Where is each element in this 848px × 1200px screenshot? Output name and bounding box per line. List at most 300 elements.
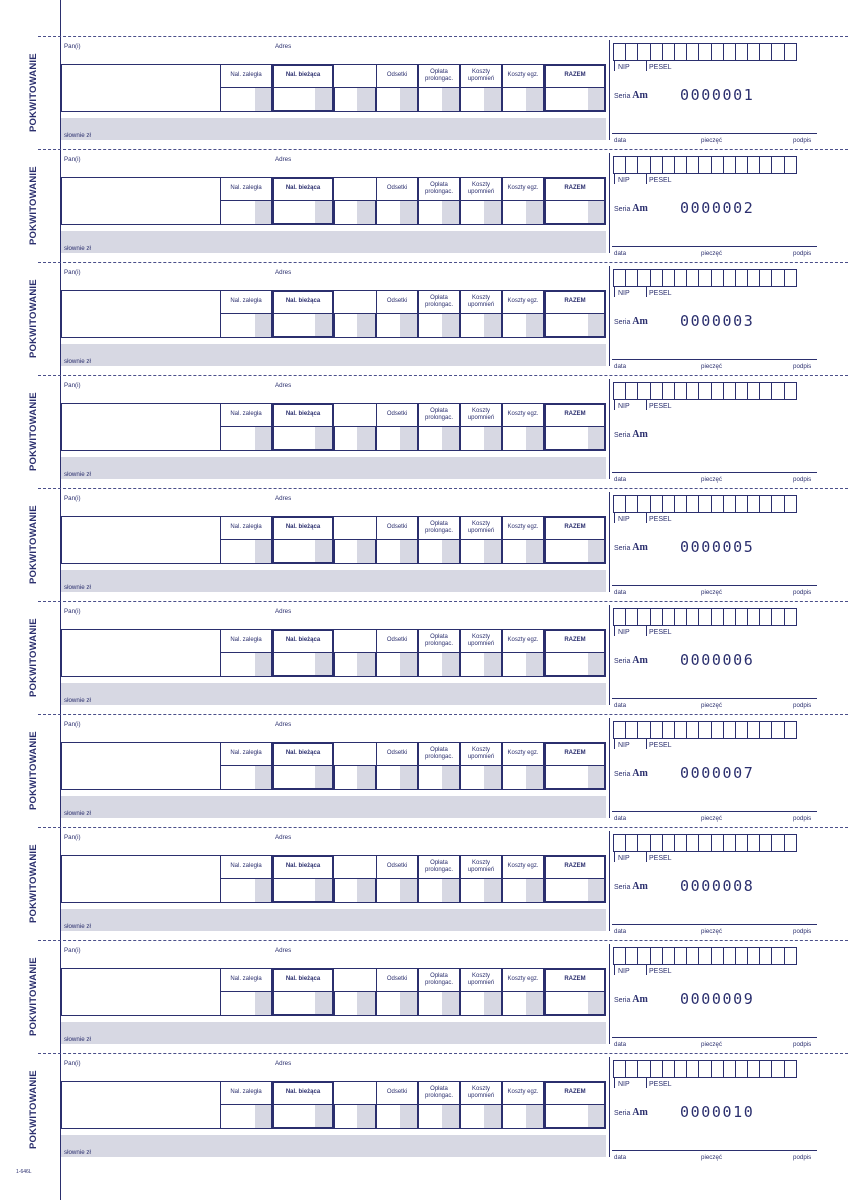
podpis-label: podpis <box>793 589 812 596</box>
slownie-label: słownie zł <box>64 132 91 139</box>
oplata-header-line2: prolongac. <box>424 188 454 195</box>
pieczec-label: pieczęć <box>701 137 722 144</box>
pan-label: Pan(i) <box>64 608 81 615</box>
slownie-label: słownie zł <box>64 471 91 478</box>
pan-label: Pan(i) <box>64 947 81 954</box>
koszty-header-line1: Koszty <box>471 182 490 188</box>
shade-cell <box>484 652 501 676</box>
shade-cell <box>357 991 375 1015</box>
koszty-header-line2: upomnień <box>467 527 495 534</box>
divider-rule <box>609 379 610 479</box>
shade-cell <box>400 87 417 111</box>
seria-code: Am <box>632 203 648 214</box>
razem-header: RAZEM <box>564 750 586 757</box>
koszty-header <box>460 290 502 313</box>
razem-header: RAZEM <box>564 185 586 192</box>
shade-cell <box>315 539 332 562</box>
shade-cell <box>357 426 375 450</box>
shade-cell <box>315 426 332 449</box>
pan-label: Pan(i) <box>64 382 81 389</box>
id-digit-cell[interactable] <box>784 269 797 287</box>
adres-label: Adres <box>275 156 292 163</box>
side-label: POKWITOWANIE <box>28 505 39 584</box>
koszty-header-line2: upomnień <box>467 188 495 195</box>
slownie-field[interactable] <box>61 570 606 592</box>
side-label: POKWITOWANIE <box>28 844 39 923</box>
slownie-field[interactable] <box>61 457 606 479</box>
slownie-field[interactable] <box>61 231 606 253</box>
id-number-cells[interactable] <box>613 608 796 626</box>
side-label: POKWITOWANIE <box>28 618 39 697</box>
divider-rule <box>609 605 610 705</box>
koszty-header-line1: Koszty <box>471 747 490 753</box>
nal-biezaca-header: Nal. bieżąca <box>285 637 321 644</box>
shade-cell <box>526 1104 543 1128</box>
podpis-label: podpis <box>793 476 812 483</box>
table-row-divider <box>220 539 606 540</box>
seria-text: Seria <box>614 319 631 326</box>
nip-tick <box>614 61 615 71</box>
seria-text: Seria <box>614 545 631 552</box>
odsetki-header: Odsetki <box>386 524 408 531</box>
oplata-header-line1: Opłata <box>430 295 448 301</box>
koszty-header-line2: upomnień <box>467 301 495 308</box>
id-digit-cell[interactable] <box>784 156 797 174</box>
id-number-cells[interactable] <box>613 834 796 852</box>
adres-label: Adres <box>275 1060 292 1067</box>
nal-zalegla-header: Nal. zaległa <box>230 637 262 644</box>
nip-label: NIP <box>618 855 630 862</box>
id-digit-cell[interactable] <box>784 495 797 513</box>
oplata-header-line2: prolongac. <box>424 866 454 873</box>
shade-cell <box>526 426 543 450</box>
pesel-label: PESEL <box>649 177 672 184</box>
nip-label: NIP <box>618 629 630 636</box>
cut-line <box>38 262 848 263</box>
receipt-stub <box>0 940 848 1053</box>
table-row-divider <box>220 87 606 88</box>
slownie-field[interactable] <box>61 344 606 366</box>
shade-cell <box>484 313 501 337</box>
seria-code: Am <box>632 881 648 892</box>
shade-cell <box>400 200 417 224</box>
side-label: POKWITOWANIE <box>28 731 39 810</box>
divider-rule <box>609 944 610 1044</box>
pieczec-label: pieczęć <box>701 1154 722 1161</box>
slownie-label: słownie zł <box>64 1149 91 1156</box>
shade-cell <box>484 87 501 111</box>
data-label: data <box>614 476 627 483</box>
shade-cell <box>315 991 332 1014</box>
cut-line <box>38 827 848 828</box>
pieczec-label: pieczęć <box>701 1041 722 1048</box>
id-number-cells[interactable] <box>613 43 796 61</box>
koszty-header-line1: Koszty <box>471 408 490 414</box>
shade-cell <box>526 652 543 676</box>
oplata-header-line1: Opłata <box>430 408 448 414</box>
id-digit-cell[interactable] <box>784 43 797 61</box>
koszty-header <box>460 64 502 87</box>
signature-line <box>612 472 817 473</box>
shade-cell <box>526 539 543 563</box>
side-label: POKWITOWANIE <box>28 392 39 471</box>
shade-cell <box>400 539 417 563</box>
nip-label: NIP <box>618 968 630 975</box>
koszty-header-line1: Koszty <box>471 860 490 866</box>
oplata-header <box>418 177 460 200</box>
oplata-header <box>418 64 460 87</box>
odsetki-header: Odsetki <box>386 1089 408 1096</box>
shade-cell <box>255 765 271 789</box>
shade-cell <box>400 878 417 902</box>
serial-number: 0000010 <box>680 1103 755 1121</box>
adres-label: Adres <box>275 495 292 502</box>
seria-label <box>614 994 648 1005</box>
signature-line <box>612 811 817 812</box>
shade-cell <box>484 426 501 450</box>
table-row-divider <box>220 200 606 201</box>
koszty-egz-header: Koszty egz. <box>507 524 539 531</box>
pesel-label: PESEL <box>649 742 672 749</box>
shade-cell <box>588 200 604 223</box>
receipt-stub <box>0 714 848 827</box>
adres-label: Adres <box>275 947 292 954</box>
receipt-stub <box>0 262 848 375</box>
pesel-label: PESEL <box>649 855 672 862</box>
pan-label: Pan(i) <box>64 834 81 841</box>
pesel-label: PESEL <box>649 1081 672 1088</box>
signature-line <box>612 1150 817 1151</box>
shade-cell <box>442 87 459 111</box>
koszty-header-line1: Koszty <box>471 69 490 75</box>
shade-cell <box>442 878 459 902</box>
oplata-header <box>418 855 460 878</box>
shade-cell <box>442 426 459 450</box>
id-digit-cell[interactable] <box>784 382 797 400</box>
koszty-header-line2: upomnień <box>467 75 495 82</box>
oplata-header-line2: prolongac. <box>424 753 454 760</box>
odsetki-header: Odsetki <box>386 637 408 644</box>
slownie-label: słownie zł <box>64 358 91 365</box>
shade-cell <box>255 1104 271 1128</box>
adres-label: Adres <box>275 382 292 389</box>
pieczec-label: pieczęć <box>701 815 722 822</box>
serial-number: 0000002 <box>680 199 755 217</box>
id-digit-cell[interactable] <box>784 834 797 852</box>
razem-header: RAZEM <box>564 863 586 870</box>
pieczec-label: pieczęć <box>701 928 722 935</box>
shade-cell <box>442 991 459 1015</box>
oplata-header <box>418 742 460 765</box>
shade-cell <box>315 87 332 110</box>
shade-cell <box>357 652 375 676</box>
pesel-tick <box>646 287 647 297</box>
koszty-header <box>460 742 502 765</box>
seria-label <box>614 429 648 440</box>
razem-header: RAZEM <box>564 72 586 79</box>
slownie-field[interactable] <box>61 909 606 931</box>
shade-cell <box>400 765 417 789</box>
pieczec-label: pieczęć <box>701 702 722 709</box>
seria-code: Am <box>632 994 648 1005</box>
seria-label <box>614 881 648 892</box>
seria-label <box>614 655 648 666</box>
seria-code: Am <box>632 542 648 553</box>
id-number-cells[interactable] <box>613 269 796 287</box>
shade-cell <box>400 313 417 337</box>
shade-cell <box>255 878 271 902</box>
nal-zalegla-header: Nal. zaległa <box>230 1089 262 1096</box>
side-label: POKWITOWANIE <box>28 166 39 245</box>
serial-number: 0000001 <box>680 86 755 104</box>
shade-cell <box>484 878 501 902</box>
pesel-tick <box>646 626 647 636</box>
shade-cell <box>357 765 375 789</box>
divider-rule <box>609 492 610 592</box>
oplata-header-line2: prolongac. <box>424 1092 454 1099</box>
shade-cell <box>526 991 543 1015</box>
id-number-cells[interactable] <box>613 495 796 513</box>
shade-cell <box>588 313 604 336</box>
divider-rule <box>609 40 610 140</box>
id-digit-cell[interactable] <box>784 1060 797 1078</box>
shade-cell <box>315 878 332 901</box>
koszty-egz-header: Koszty egz. <box>507 863 539 870</box>
divider-rule <box>609 266 610 366</box>
table-row-divider <box>220 426 606 427</box>
id-number-cells[interactable] <box>613 721 796 739</box>
razem-header: RAZEM <box>564 524 586 531</box>
data-label: data <box>614 702 627 709</box>
oplata-header-line1: Opłata <box>430 69 448 75</box>
slownie-label: słownie zł <box>64 584 91 591</box>
id-digit-cell[interactable] <box>784 608 797 626</box>
seria-text: Seria <box>614 658 631 665</box>
oplata-header-line2: prolongac. <box>424 301 454 308</box>
form-code: 1-646L <box>16 1169 32 1175</box>
shade-cell <box>255 313 271 337</box>
side-label: POKWITOWANIE <box>28 279 39 358</box>
nal-zalegla-header: Nal. zaległa <box>230 863 262 870</box>
nal-zalegla-header: Nal. zaległa <box>230 976 262 983</box>
slownie-field[interactable] <box>61 1022 606 1044</box>
nip-tick <box>614 513 615 523</box>
oplata-header-line2: prolongac. <box>424 640 454 647</box>
nal-biezaca-header: Nal. bieżąca <box>285 524 321 531</box>
oplata-header-line2: prolongac. <box>424 979 454 986</box>
nip-label: NIP <box>618 1081 630 1088</box>
koszty-header-line1: Koszty <box>471 634 490 640</box>
signature-line <box>612 585 817 586</box>
razem-header: RAZEM <box>564 1089 586 1096</box>
pesel-label: PESEL <box>649 290 672 297</box>
odsetki-header: Odsetki <box>386 863 408 870</box>
nip-label: NIP <box>618 403 630 410</box>
pesel-label: PESEL <box>649 64 672 71</box>
seria-label <box>614 1107 648 1118</box>
cut-line <box>38 36 848 37</box>
seria-label <box>614 203 648 214</box>
seria-text: Seria <box>614 884 631 891</box>
pieczec-label: pieczęć <box>701 476 722 483</box>
id-digit-cell[interactable] <box>784 947 797 965</box>
cut-line <box>38 375 848 376</box>
nip-tick <box>614 1078 615 1088</box>
data-label: data <box>614 1154 627 1161</box>
seria-label <box>614 542 648 553</box>
adres-label: Adres <box>275 269 292 276</box>
nip-tick <box>614 965 615 975</box>
nip-label: NIP <box>618 177 630 184</box>
adres-label: Adres <box>275 834 292 841</box>
odsetki-header: Odsetki <box>386 411 408 418</box>
nal-biezaca-header: Nal. bieżąca <box>285 976 321 983</box>
nal-biezaca-header: Nal. bieżąca <box>285 185 321 192</box>
shade-cell <box>315 652 332 675</box>
serial-number: 0000008 <box>680 877 755 895</box>
cut-line <box>38 940 848 941</box>
koszty-header <box>460 177 502 200</box>
odsetki-header: Odsetki <box>386 298 408 305</box>
seria-code: Am <box>632 316 648 327</box>
koszty-egz-header: Koszty egz. <box>507 1089 539 1096</box>
table-row-divider <box>220 991 606 992</box>
signature-line <box>612 924 817 925</box>
pieczec-label: pieczęć <box>701 589 722 596</box>
shade-cell <box>357 200 375 224</box>
pieczec-label: pieczęć <box>701 363 722 370</box>
koszty-egz-header: Koszty egz. <box>507 976 539 983</box>
oplata-header <box>418 1081 460 1104</box>
koszty-egz-header: Koszty egz. <box>507 185 539 192</box>
koszty-header-line2: upomnień <box>467 1092 495 1099</box>
shade-cell <box>442 313 459 337</box>
signature-line <box>612 698 817 699</box>
side-label: POKWITOWANIE <box>28 1070 39 1149</box>
shade-cell <box>526 765 543 789</box>
signature-line <box>612 1037 817 1038</box>
shade-cell <box>255 426 271 450</box>
koszty-header-line1: Koszty <box>471 295 490 301</box>
seria-code: Am <box>632 429 648 440</box>
pesel-label: PESEL <box>649 968 672 975</box>
koszty-egz-header: Koszty egz. <box>507 298 539 305</box>
podpis-label: podpis <box>793 250 812 257</box>
slownie-label: słownie zł <box>64 923 91 930</box>
koszty-header <box>460 968 502 991</box>
podpis-label: podpis <box>793 1041 812 1048</box>
pesel-label: PESEL <box>649 516 672 523</box>
pesel-tick <box>646 61 647 71</box>
oplata-header-line1: Opłata <box>430 182 448 188</box>
shade-cell <box>400 991 417 1015</box>
podpis-label: podpis <box>793 1154 812 1161</box>
shade-cell <box>357 539 375 563</box>
divider-rule <box>609 831 610 931</box>
pesel-tick <box>646 513 647 523</box>
data-label: data <box>614 137 627 144</box>
nal-biezaca-header: Nal. bieżąca <box>285 298 321 305</box>
pesel-tick <box>646 1078 647 1088</box>
nal-zalegla-header: Nal. zaległa <box>230 298 262 305</box>
table-row-divider <box>220 878 606 879</box>
serial-number: 0000005 <box>680 538 755 556</box>
shade-cell <box>526 878 543 902</box>
id-digit-cell[interactable] <box>784 721 797 739</box>
divider-rule <box>609 718 610 818</box>
koszty-header-line1: Koszty <box>471 1086 490 1092</box>
shade-cell <box>255 87 271 111</box>
data-label: data <box>614 363 627 370</box>
shade-cell <box>255 539 271 563</box>
receipt-stub <box>0 827 848 940</box>
data-label: data <box>614 589 627 596</box>
id-number-cells[interactable] <box>613 1060 796 1078</box>
nal-biezaca-header: Nal. bieżąca <box>285 863 321 870</box>
nal-biezaca-header: Nal. bieżąca <box>285 750 321 757</box>
nip-label: NIP <box>618 290 630 297</box>
cut-line <box>38 149 848 150</box>
podpis-label: podpis <box>793 815 812 822</box>
odsetki-header: Odsetki <box>386 976 408 983</box>
nip-tick <box>614 852 615 862</box>
seria-label <box>614 90 648 101</box>
shade-cell <box>442 765 459 789</box>
oplata-header-line1: Opłata <box>430 747 448 753</box>
koszty-header <box>460 855 502 878</box>
table-row-divider <box>220 765 606 766</box>
data-label: data <box>614 928 627 935</box>
nal-biezaca-header: Nal. bieżąca <box>285 411 321 418</box>
id-number-cells[interactable] <box>613 947 796 965</box>
nal-biezaca-header: Nal. bieżąca <box>285 1089 321 1096</box>
oplata-header-line1: Opłata <box>430 860 448 866</box>
id-number-cells[interactable] <box>613 156 796 174</box>
nal-zalegla-header: Nal. zaległa <box>230 411 262 418</box>
slownie-field[interactable] <box>61 796 606 818</box>
slownie-field[interactable] <box>61 683 606 705</box>
serial-number: 0000003 <box>680 312 755 330</box>
koszty-egz-header: Koszty egz. <box>507 411 539 418</box>
pesel-tick <box>646 739 647 749</box>
shade-cell <box>315 1104 332 1127</box>
table-row-divider <box>220 1104 606 1105</box>
shade-cell <box>588 539 604 562</box>
oplata-header-line2: prolongac. <box>424 414 454 421</box>
shade-cell <box>588 765 604 788</box>
shade-cell <box>357 878 375 902</box>
id-number-cells[interactable] <box>613 382 796 400</box>
odsetki-header: Odsetki <box>386 72 408 79</box>
koszty-header-line2: upomnień <box>467 414 495 421</box>
shade-cell <box>315 765 332 788</box>
nip-tick <box>614 174 615 184</box>
slownie-field[interactable] <box>61 1135 606 1157</box>
oplata-header <box>418 516 460 539</box>
shade-cell <box>526 200 543 224</box>
seria-code: Am <box>632 655 648 666</box>
shade-cell <box>588 878 604 901</box>
signature-line <box>612 246 817 247</box>
pesel-label: PESEL <box>649 403 672 410</box>
nip-label: NIP <box>618 64 630 71</box>
shade-cell <box>400 652 417 676</box>
oplata-header-line1: Opłata <box>430 973 448 979</box>
odsetki-header: Odsetki <box>386 185 408 192</box>
divider-rule <box>609 1057 610 1157</box>
shade-cell <box>255 652 271 676</box>
slownie-field[interactable] <box>61 118 606 140</box>
